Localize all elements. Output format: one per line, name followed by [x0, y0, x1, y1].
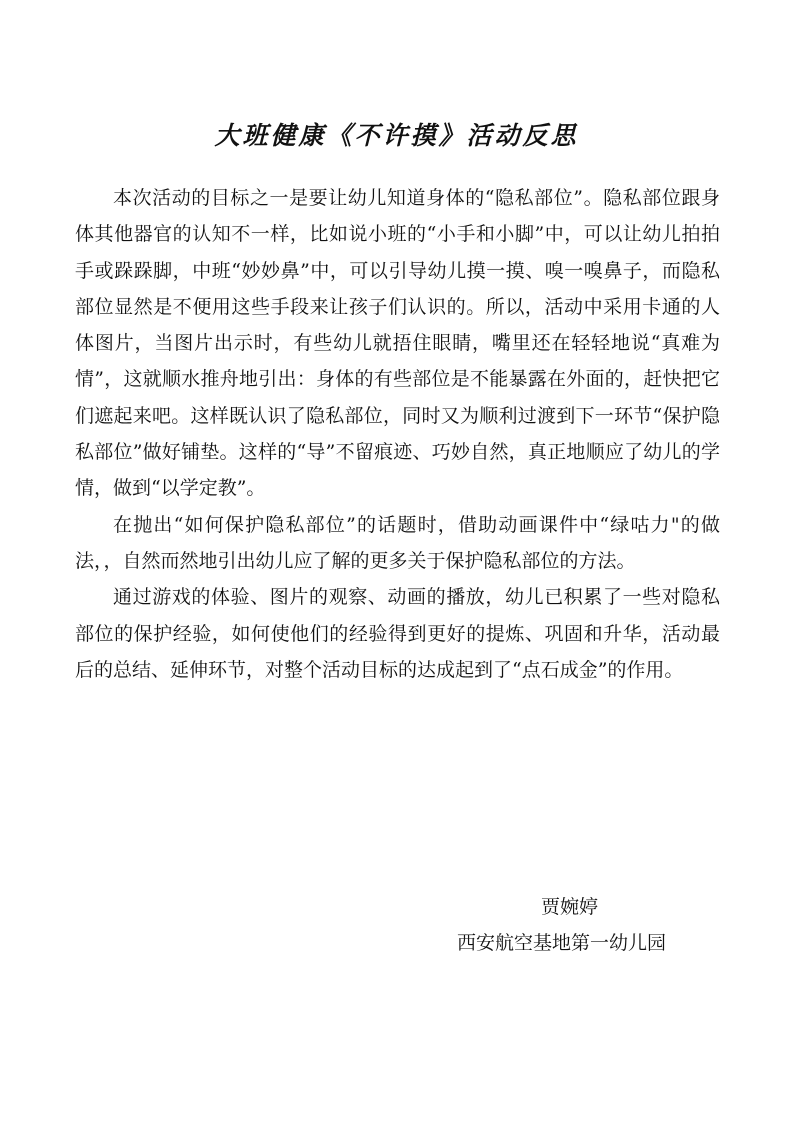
- document-body: [75, 180, 720, 688]
- document-title: 大班健康《不许摸》活动反思: [214, 121, 579, 150]
- paragraph-1: 本次活动的目标之一是要让幼儿知道身体的“隐私部位”。隐私部位跟身体其他器官的认知不一样，比如说小班的“小手和小脚”中，可以让幼儿拍拍手或跺跺脚，中班“妙妙鼻”中，可以引导幼儿摸一摸、嗅一嗅鼻子，而隐私部位显然是不便用这些手段来让孩子们认识的。所以，活动中采用卡通的人体图片，当图片出示时，有些幼儿就捂住眼睛，嘴里还在轻轻地说“真难为情”，这就顺水推舟地引出：身体的有些部位是不能暴露在外面的，赶快把它们遮起来吧。这样既认识了隐私部位，同时又为顺利过渡到下一环节“保护隐私部位”做好铺垫。这样的“导”不留痕迹、巧妙自然，真正地顺应了幼儿的学情，做到“以学定教”。: [75, 187, 720, 500]
- paragraph-3: 通过游戏的体验、图片的观察、动画的播放，幼儿已积累了一些对隐私部位的保护经验，如何使他们的经验得到更好的提炼、巩固和升华，活动最后的总结、延伸环节，对整个活动目标的达成起到了“点石成金”的作用。: [75, 586, 720, 681]
- paragraph-2: 在抛出“如何保护隐私部位”的话题时，借助动画课件中“绿咕力"的做法，，自然而然地引出幼儿应了解的更多关于保护隐私部位的方法。: [75, 513, 720, 572]
- author-organization: 西安航空基地第一幼儿园: [457, 932, 667, 954]
- author-name: 贾婉婷: [541, 896, 599, 918]
